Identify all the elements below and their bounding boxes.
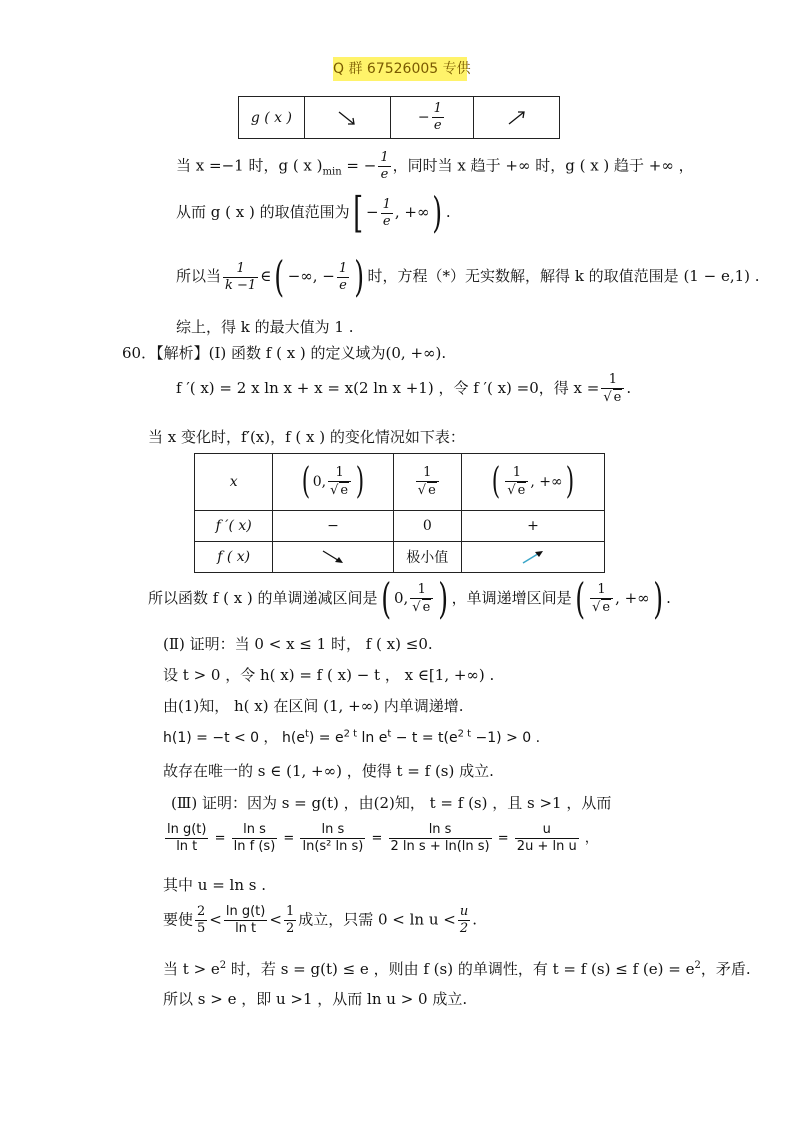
line-final-conclusion: 所以 s > e ，即 u >1 ，从而 ln u > 0 成立.	[163, 990, 468, 1008]
increasing-arrow-icon	[474, 97, 560, 139]
table2-derivative-zero: 0	[393, 511, 462, 542]
table1-min-value: − $\frac{1}{e}$	[390, 97, 474, 139]
table2-row-function-label: f ( x)	[195, 542, 273, 573]
table2-header-interval2: ( $\frac{1}{√ e}$ , +∞)	[462, 454, 605, 511]
g-monotonicity-table	[238, 96, 560, 139]
line-define-h: 设 t > 0 ，令 h( x) = f ( x) − t ， x ∈[1, +∞) .	[163, 666, 495, 684]
line-monotonic-intervals: 所以函数 f ( x ) 的单调递减区间是( 0, $\frac{1}{√ e}$ ) ，单调递增区间是( $\frac{1}{√ e}$ , +∞) .	[148, 574, 671, 623]
line-define-u: 其中 u = ln s .	[163, 876, 266, 894]
fx-variation-table	[194, 453, 605, 573]
line-range: 从而 g ( x ) 的取值范围为[ − $\frac{1}{e}$ , +∞) .	[176, 188, 451, 237]
table2-header-point: $\frac{1}{√ e}$	[393, 454, 462, 511]
table2-header-interval1: ( 0, $\frac{1}{√ e}$ )	[273, 454, 393, 511]
table2-derivative-negative: −	[273, 511, 393, 542]
line-h-values: h(1) = −t < 0 ， $h(e^t) = e^{2 t}$ $\ln e^t - t = t(e^{2 t} -1) > 0$ .	[163, 728, 541, 746]
increasing-arrow-icon	[462, 542, 605, 573]
line-gmin: 当 x =−1 时，g ( x )$_{min}$ = − $\frac{1}{e}$ ，同时当 x 趋于 +∞ 时，g ( x ) 趋于 +∞ ，	[176, 150, 694, 182]
line-k-range: 所以当 $\frac{1}{k -1}$ ∈( −∞, − $\frac{1}{e}$ ) 时，方程（*）无实数解，解得 k 的取值范围是 (1 − e,1) .	[176, 252, 760, 301]
line-sufficient-condition: 要使 $\frac{2}{5}$ < $\frac{\text{ln g(t)}}{\text{ln t}}$ < $\frac{1}{2}$ 成立，只需 0 < ln u < $\frac{u}{2}$ .	[163, 904, 478, 936]
part2-proof-start: (Ⅱ) 证明：当 0 < x ≤ 1 时， f ( x) ≤0.	[163, 635, 433, 653]
watermark-banner: Q 群 67526005 专供	[333, 57, 467, 81]
table1-label: g ( x )	[239, 97, 305, 139]
line-table-intro: 当 x 变化时，f′(x)，f ( x ) 的变化情况如下表：	[148, 428, 465, 446]
table2-row-derivative-label: f ′( x)	[195, 511, 273, 542]
table2-header-x: x	[195, 454, 273, 511]
line-unique-s: 故存在唯一的 s ∈ (1, +∞) ，使得 t = f (s) 成立.	[163, 762, 494, 780]
table2-minimum-label: 极小值	[393, 542, 462, 573]
table2-derivative-positive: +	[462, 511, 605, 542]
problem-60-heading: 60．【解析】(Ⅰ) 函数 f ( x ) 的定义域为(0, +∞).	[122, 344, 447, 362]
line-contradiction: 当 $t > e^2$ 时，若 s = g(t) ≤ e ，则由 f (s) 的单调性，有 t = f (s) ≤ f $(e) = e^2$，矛盾.	[163, 960, 751, 978]
line-derivative: f ′( x) = 2 x ln x + x = x(2 ln x +1) ，令 f ′( x) =0，得 x = $\frac{1}{√ e}$ .	[176, 372, 632, 405]
line-h-increasing: 由(1)知， h( x) 在区间 (1, +∞) 内单调递增.	[163, 697, 464, 715]
decreasing-arrow-icon	[304, 97, 390, 139]
part3-proof-start: (Ⅲ) 证明：因为 s = g(t) ，由(2)知， t = f (s) ，且 s >1 ，从而	[171, 794, 612, 812]
decreasing-arrow-icon	[273, 542, 393, 573]
line-conclusion: 综上，得 k 的最大值为 1 .	[176, 318, 354, 336]
line-fraction-chain: $\frac{\text{ln g(t)}}{\text{ln t}}$ = $\frac{\text{ln s}}{\text{ln f (s)}}$ = $\frac{\text{ln s}}{\text{ln(s² ln s)}}$ = $\frac{\text{ln s}}{\text{2 ln s + ln(ln s)}}$ = $\frac{u}{\text{2u + ln u}}$ ，	[167, 822, 598, 854]
